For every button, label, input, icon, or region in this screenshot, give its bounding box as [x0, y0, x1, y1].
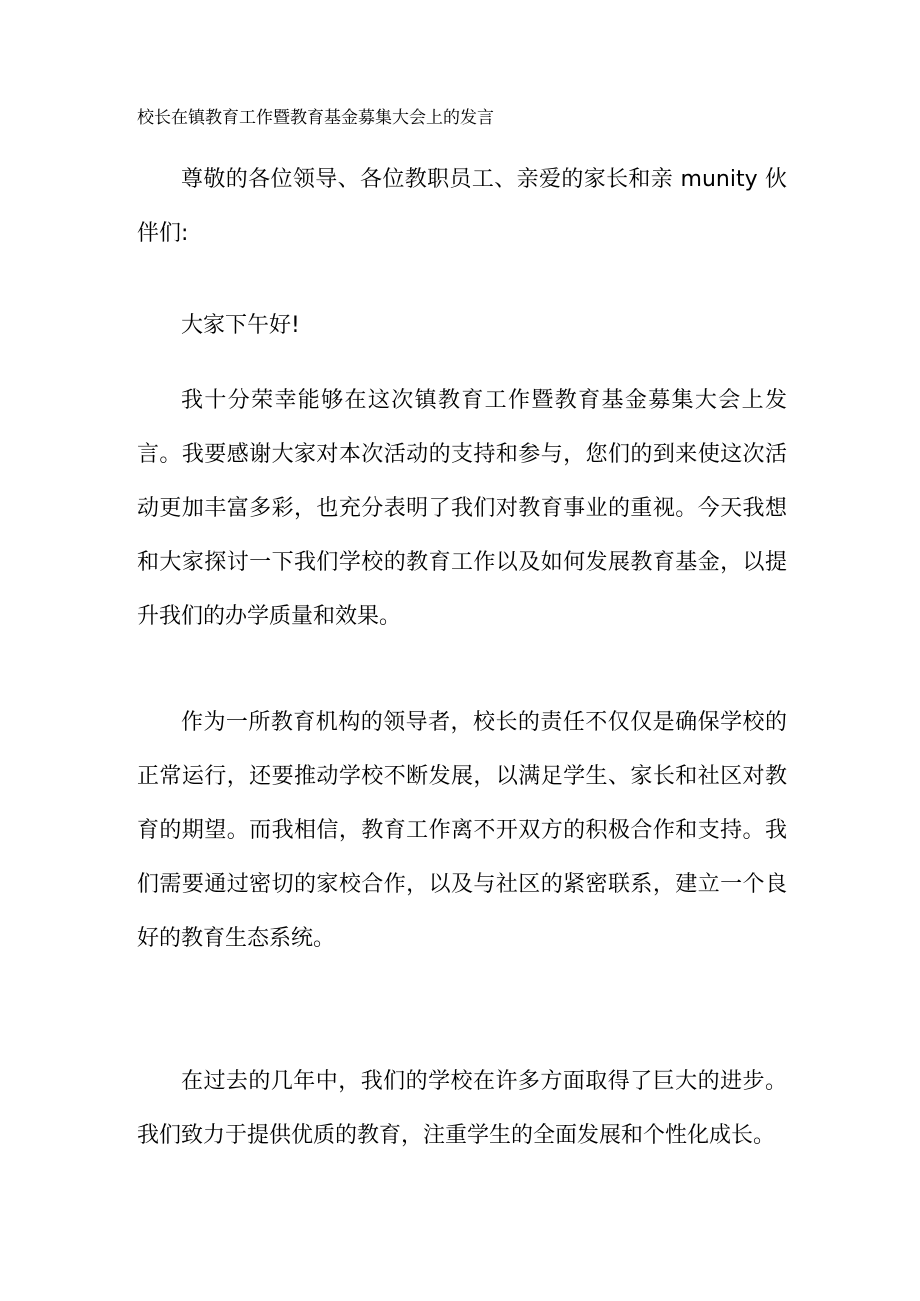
salutation-paragraph: 尊敬的各位领导、各位教职员工、亲爱的家长和亲 munity 伙伴们: [137, 167, 787, 246]
greeting-paragraph: 大家下午好! [181, 313, 300, 338]
body-paragraph-1: 我十分荣幸能够在这次镇教育工作暨教育基金募集大会上发言。我要感谢大家对本次活动的支持和参与，您们的到来使这次活动更加丰富多彩，也充分表明了我们对教育事业的重视。今天我想和大家探讨一下我们学校的教育工作以及如何发展教育基金，以提升我们的办学质量和效果。 [137, 388, 787, 629]
body-paragraph-2: 作为一所教育机构的领导者，校长的责任不仅仅是确保学校的正常运行，还要推动学校不断发展，以满足学生、家长和社区对教育的期望。而我相信，教育工作离不开双方的积极合作和支持。我们需要通过密切的家校合作，以及与社区的紧密联系，建立一个良好的教育生态系统。 [137, 710, 787, 951]
document-title: 校长在镇教育工作暨教育基金募集大会上的发言 [137, 108, 494, 128]
body-paragraph-3: 在过去的几年中，我们的学校在许多方面取得了巨大的进步。我们致力于提供优质的教育，注重学生的全面发展和个性化成长。 [137, 1069, 787, 1148]
